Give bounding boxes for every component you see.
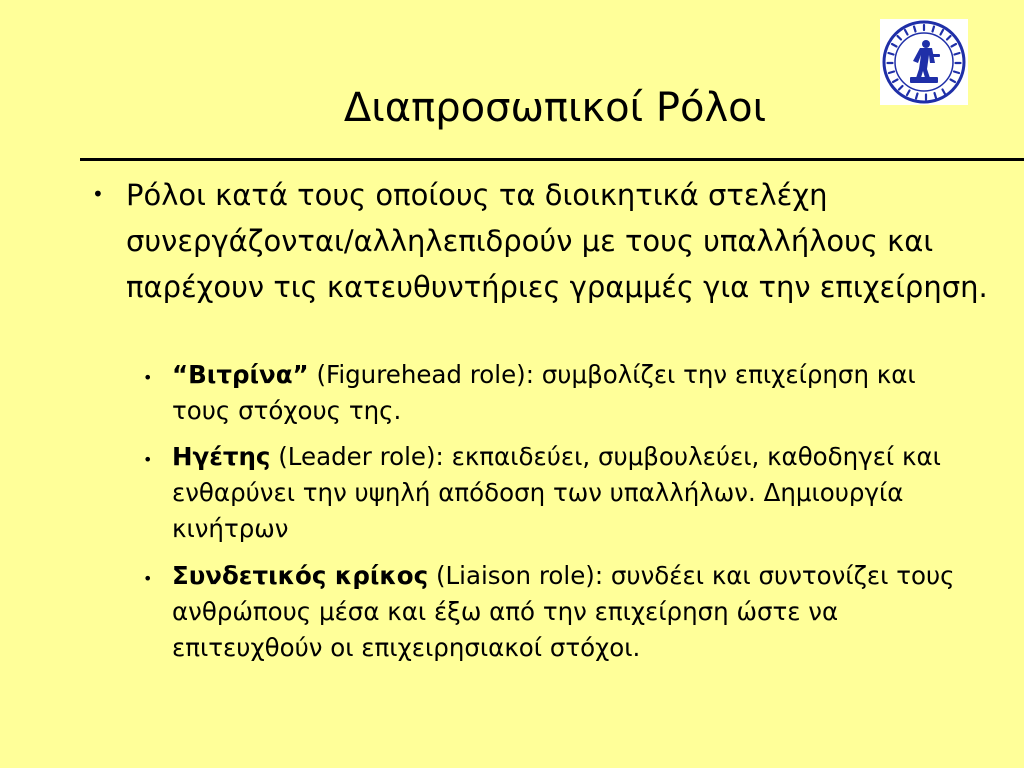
title-divider <box>80 158 1024 161</box>
sub-bullet-description: συμβολίζει την επιχείρηση και τους στόχους της. <box>172 360 916 425</box>
sub-bullet-liaison <box>172 558 962 666</box>
sub-bullet-role: (Figurehead role): <box>308 360 542 389</box>
bullet-icon: • <box>92 182 104 206</box>
sub-bullet-icon: • <box>143 450 153 469</box>
sub-bullet-leader <box>172 439 962 547</box>
sub-bullet-figurehead <box>172 357 962 429</box>
sub-bullet-role: (Leader role): <box>270 442 452 471</box>
sub-bullet-role: (Liaison role): <box>428 561 611 590</box>
sub-bullet-term: Συνδετικός κρίκος <box>172 561 429 590</box>
slide-title: Διαπροσωπικοί Ρόλοι <box>343 85 767 131</box>
sub-bullet-icon: • <box>143 368 153 387</box>
sub-bullet-icon: • <box>143 569 153 588</box>
sub-bullet-term: Ηγέτης <box>172 442 271 471</box>
main-bullet-text: Ρόλοι κατά τους οποίους τα διοικητικά στελέχη συνεργάζονται/αλληλεπιδρούν με τους υπαλλήλους και παρέχουν τις κατευθυντήριες γραμμές για την επιχείρηση. <box>126 178 988 304</box>
sub-bullet-description: εκπαιδεύει, συμβουλεύει, καθοδηγεί και ενθαρύνει την υψηλή απόδοση των υπαλλήλων. Δημιουργία κινήτρων <box>172 442 941 543</box>
sub-bullet-description: συνδέει και συντονίζει τους ανθρώπους μέσα και έξω από την επιχείρηση ώστε να επιτευχθούν οι επιχειρησιακοί στόχοι. <box>172 561 955 662</box>
sub-bullet-term: “Βιτρίνα” <box>172 360 309 389</box>
